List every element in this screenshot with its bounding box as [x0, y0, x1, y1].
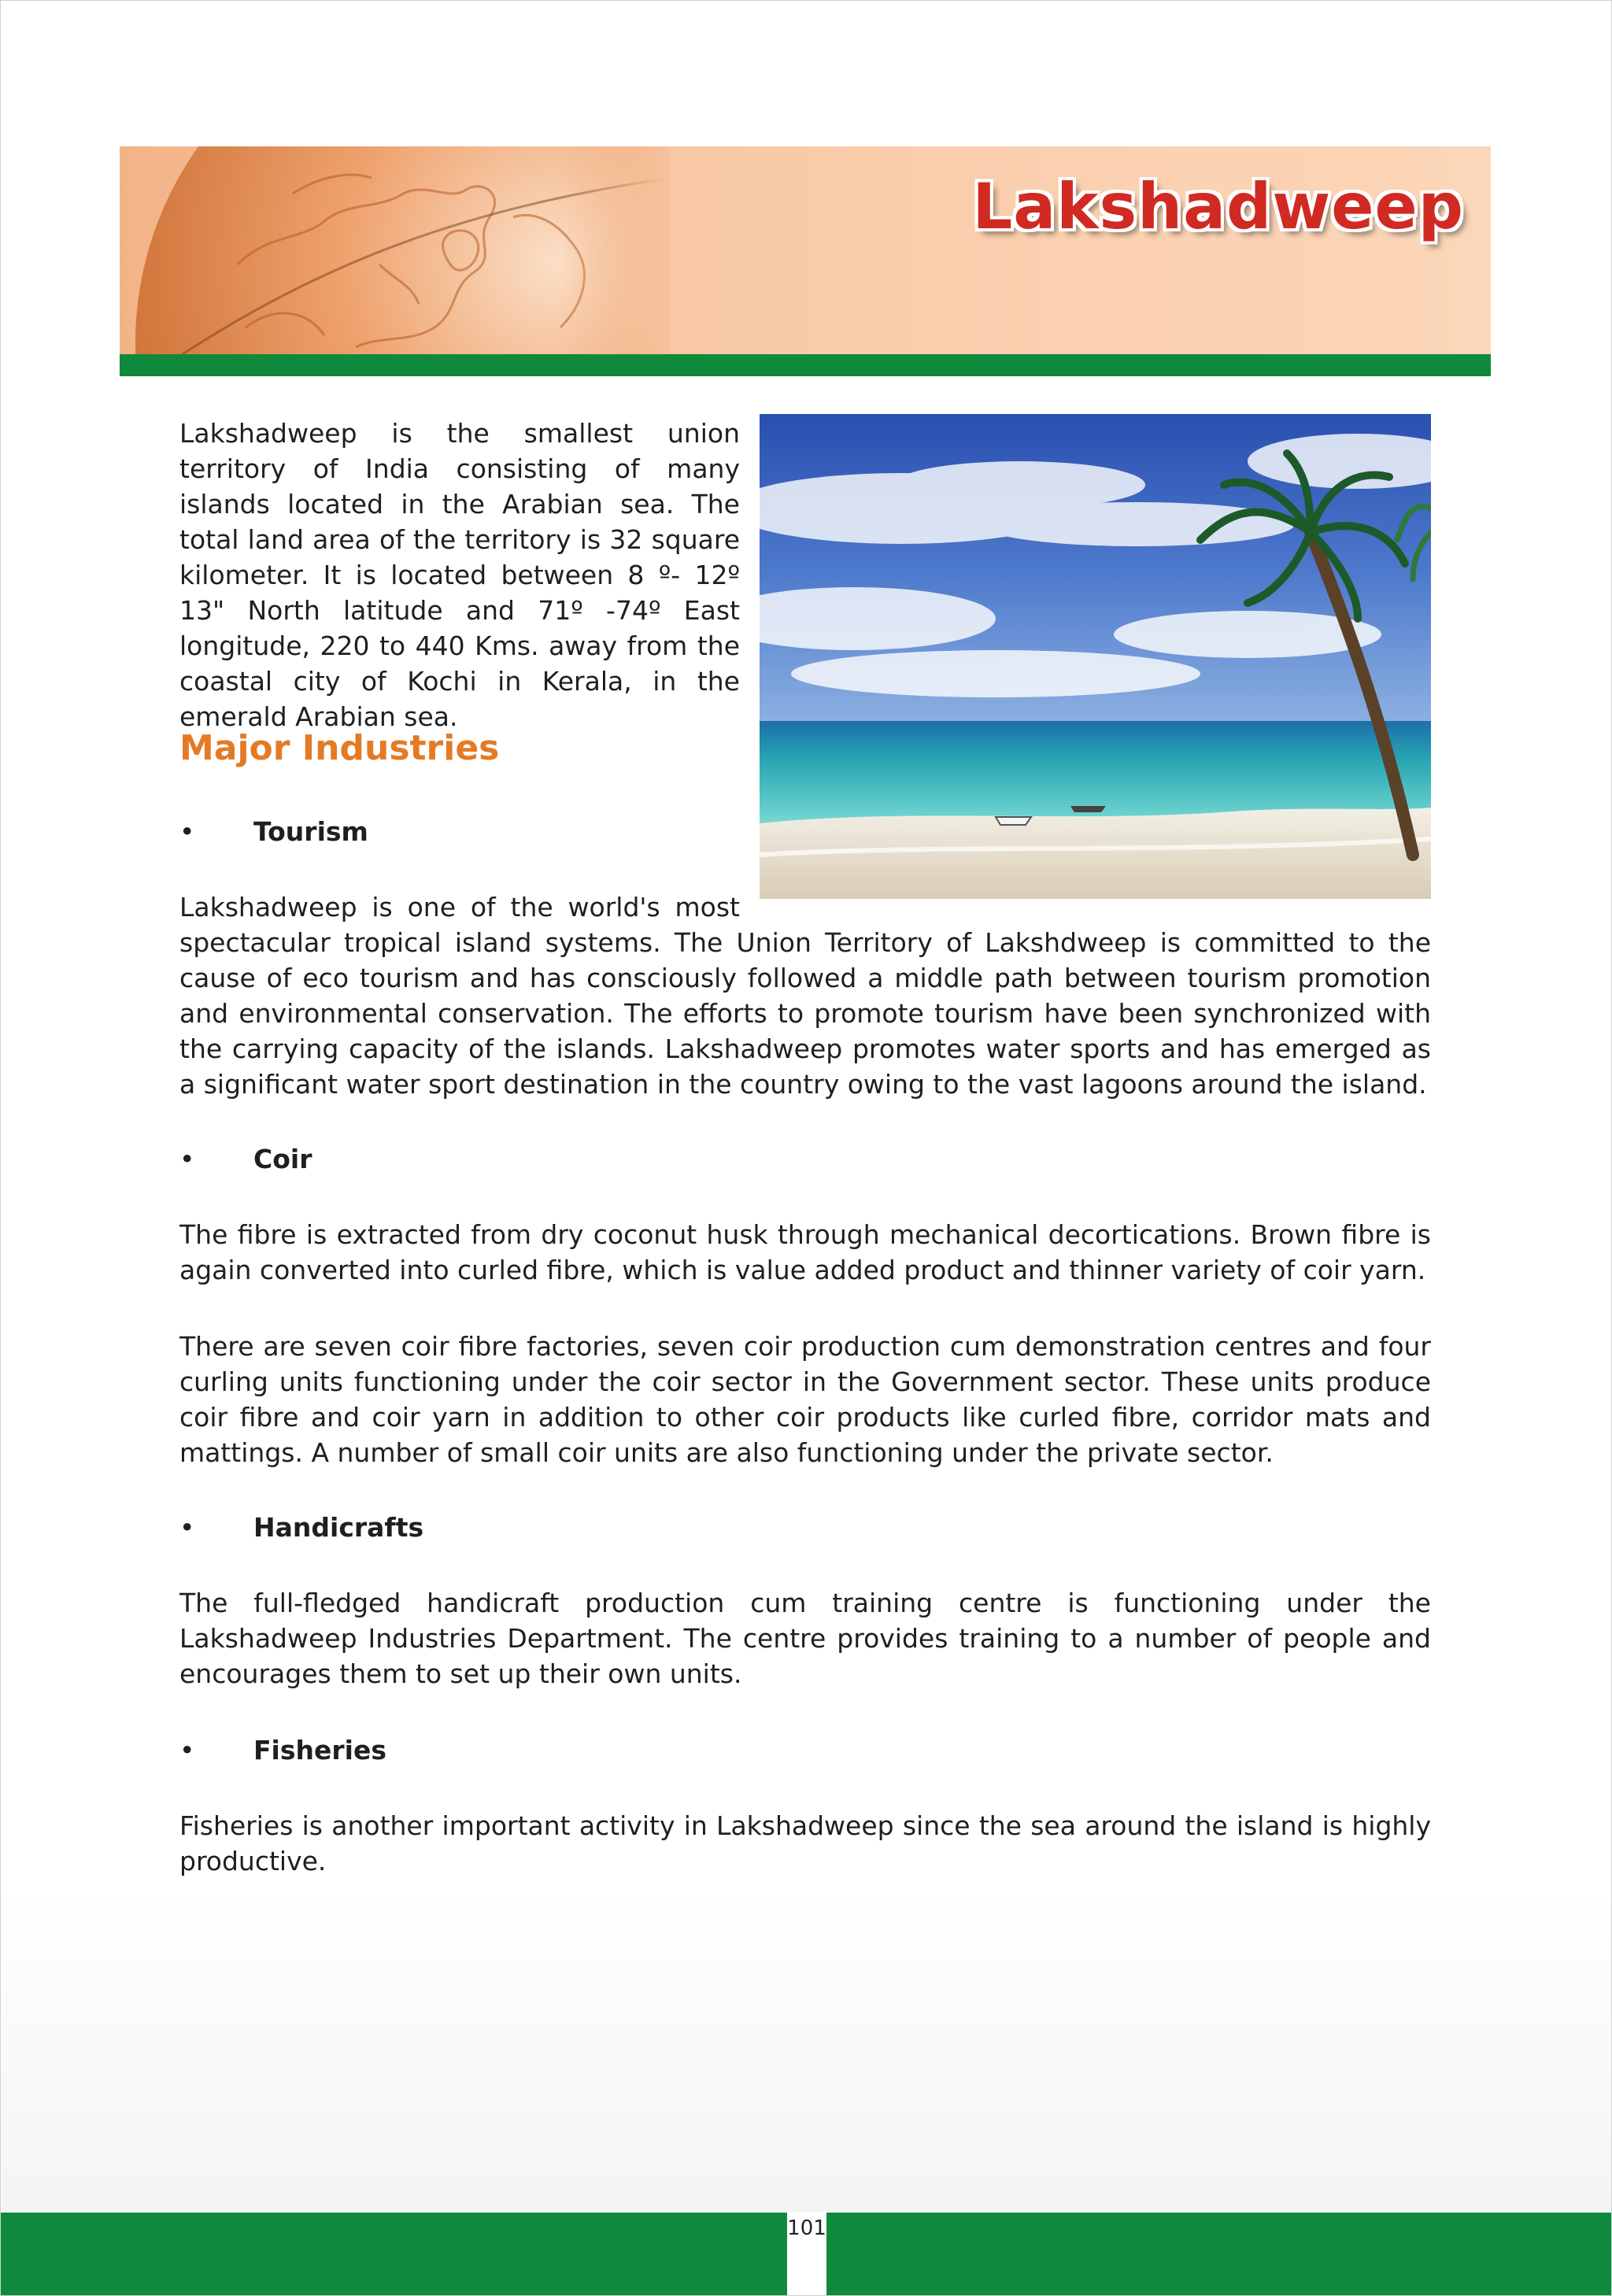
header-green-bar	[120, 354, 1491, 376]
tourism-paragraph-start: Lakshadweep is one of the world's most	[179, 892, 740, 922]
coir-paragraph-1: The fibre is extracted from dry coconut husk through mechanical decortications. Brown fibre is again converted into curled fibre, which is value added product and thinner variety of coir yarn.	[179, 1219, 1431, 1285]
coir-paragraph-2: There are seven coir fibre factories, seven coir production cum demonstration centres and four curling units functioning under the coir sector in the Government sector. These units produce coir fibre and coir yarn in addition to other coir products like curled fibre, corridor mats and mattings. A number of small coir units are also functioning under the private sector.	[179, 1331, 1431, 1468]
bullet-dot: •	[179, 1144, 195, 1174]
fisheries-paragraph: Fisheries is another important activity in Lakshadweep since the sea around the island is highly productive.	[179, 1810, 1431, 1876]
bullet-dot: •	[179, 816, 195, 847]
beach-photo	[760, 414, 1431, 899]
page-shade	[2, 1889, 1610, 2212]
footer-bar-left	[0, 2213, 787, 2296]
bullet-label-coir: Coir	[253, 1144, 312, 1174]
page-title: Lakshadweep	[972, 170, 1464, 243]
page-number: 101	[787, 2217, 826, 2240]
section-heading: Major Industries	[179, 728, 500, 768]
footer-bar-right	[826, 2213, 1612, 2296]
bullet-dot: •	[179, 1512, 195, 1543]
handicrafts-paragraph: The full-fledged handicraft production cum training centre is functioning under the Lakshadweep Industries Department. The centre provides training to a number of people and encourages them to set up their own units.	[179, 1588, 1431, 1689]
bullet-dot: •	[179, 1735, 195, 1765]
bullet-label-fisheries: Fisheries	[253, 1735, 386, 1765]
bullet-label-handicrafts: Handicrafts	[253, 1512, 424, 1543]
globe-graphic	[120, 146, 671, 354]
bullet-label-tourism: Tourism	[253, 816, 368, 847]
header-banner	[120, 146, 1491, 354]
tourism-paragraph: spectacular tropical island systems. The Union Territory of Lakshdweep is committed to the cause of eco tourism and has consciously followed a middle path between tourism promotion and environmental conservation. The efforts to promote tourism have been synchronized with the carrying capacity of the islands. Lakshadweep promotes water sports and has emerged as a significant water sport destination in the country owing to the vast lagoons around the island.	[179, 927, 1431, 1100]
intro-paragraph: Lakshadweep is the smallest union territory of India consisting of many islands located in the Arabian sea. The total land area of the territory is 32 square kilometer. It is located between 8 º- 12º 13" North latitude and 71º -74º East longitude, 220 to 440 Kms. away from the coastal city of Kochi in Kerala, in the emerald Arabian sea.	[179, 418, 740, 732]
